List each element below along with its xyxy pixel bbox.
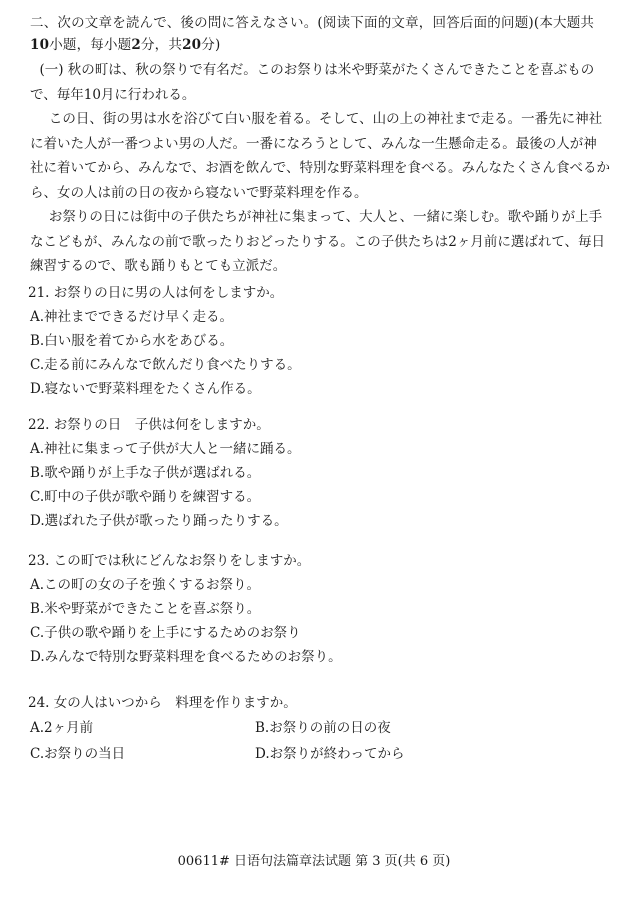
option-d: D.寝ないで野菜料理をたくさん作る。 xyxy=(30,380,261,397)
question-stem: 24. 女の人はいつから 料理を作りますか。 xyxy=(28,694,297,711)
option-d: D.みんなで特別な野菜料理を食べるためのお祭り。 xyxy=(30,648,342,665)
option-c: C.子供の歌や踊りを上手にするためのお祭り xyxy=(30,624,301,641)
option-b: B.歌や踊りが上手な子供が選ばれる。 xyxy=(30,464,261,481)
option-c: C.町中の子供が歌や踊りを練習する。 xyxy=(30,488,261,505)
question-count: 10 xyxy=(30,37,50,53)
heading-prefix: 二、次の文章を読んで、後の問に答えなさい。(阅读下面的文章，回答后面的问题)(本大题共 xyxy=(30,15,595,31)
section-heading xyxy=(30,12,610,56)
option-a: A.この町の女の子を強くするお祭り。 xyxy=(30,576,261,593)
option-a: A.神社までできるだけ早く走る。 xyxy=(30,308,234,325)
heading-mid2: 分，共 xyxy=(140,37,183,53)
option-b: B.白い服を着てから水をあびる。 xyxy=(30,332,234,349)
exam-page xyxy=(30,12,610,767)
page-footer: 00611# 日语句法篇章法试题 第 3 页(共 6 页) xyxy=(177,854,451,869)
question-22 xyxy=(30,413,610,533)
passage-paragraph-3: お祭りの日には街中の子供たちが神社に集まって、大人と、一緒に楽しむ。歌や踊りが上手なこどもが、みんなの前で歌ったりおどったりする。この子供たちは2ヶ月前に選ばれて、毎日練習するので、歌も踊りもとても立派だ。 xyxy=(30,209,606,274)
option-a: A.神社に集まって子供が大人と一緒に踊る。 xyxy=(30,440,301,457)
heading-mid: 小题，每小题 xyxy=(49,37,132,53)
option-c: C.お祭りの当日 xyxy=(30,745,126,762)
passage-paragraph-2: この日、街の男は水を浴びて白い服を着る。そして、山の上の神社まで走る。一番先に神社に着いた人が一番つよい男の人だ。一番になろうとして、みんな一生懸命走る。最後の人が神社に着いてから、みんなで、お酒を飲んで、特別な野菜料理を食べる。みんなたくさん食べるから、女の人は前の日の夜から寝ないで野菜料理を作る。 xyxy=(30,111,610,201)
option-d: D.選ばれた子供が歌ったり踊ったりする。 xyxy=(30,512,288,529)
question-23 xyxy=(30,549,610,669)
question-stem: 23. この町では秋にどんなお祭りをしますか。 xyxy=(28,552,311,569)
option-b: B.米や野菜ができたことを喜ぶ祭り。 xyxy=(30,600,261,617)
option-b: B.お祭りの前の日の夜 xyxy=(255,719,391,736)
question-stem: 22. お祭りの日 子供は何をしますか。 xyxy=(28,416,270,433)
question-stem: 21. お祭りの日に男の人は何をしますか。 xyxy=(28,284,284,301)
passage-paragraph-1: (一) 秋の町は、秋の祭りで有名だ。このお祭りは米や野菜がたくさんできたことを喜ぶもので、毎年10月に行われる。 xyxy=(30,62,595,103)
points-total: 20 xyxy=(182,37,202,53)
option-d: D.お祭りが終わってから xyxy=(255,745,405,762)
points-each: 2 xyxy=(131,37,141,53)
question-24 xyxy=(30,691,610,767)
question-21 xyxy=(30,281,610,401)
option-a: A.2ヶ月前 xyxy=(30,719,94,736)
heading-suffix: 分) xyxy=(201,37,221,53)
option-c: C.走る前にみんなで飲んだり食べたりする。 xyxy=(30,356,301,373)
